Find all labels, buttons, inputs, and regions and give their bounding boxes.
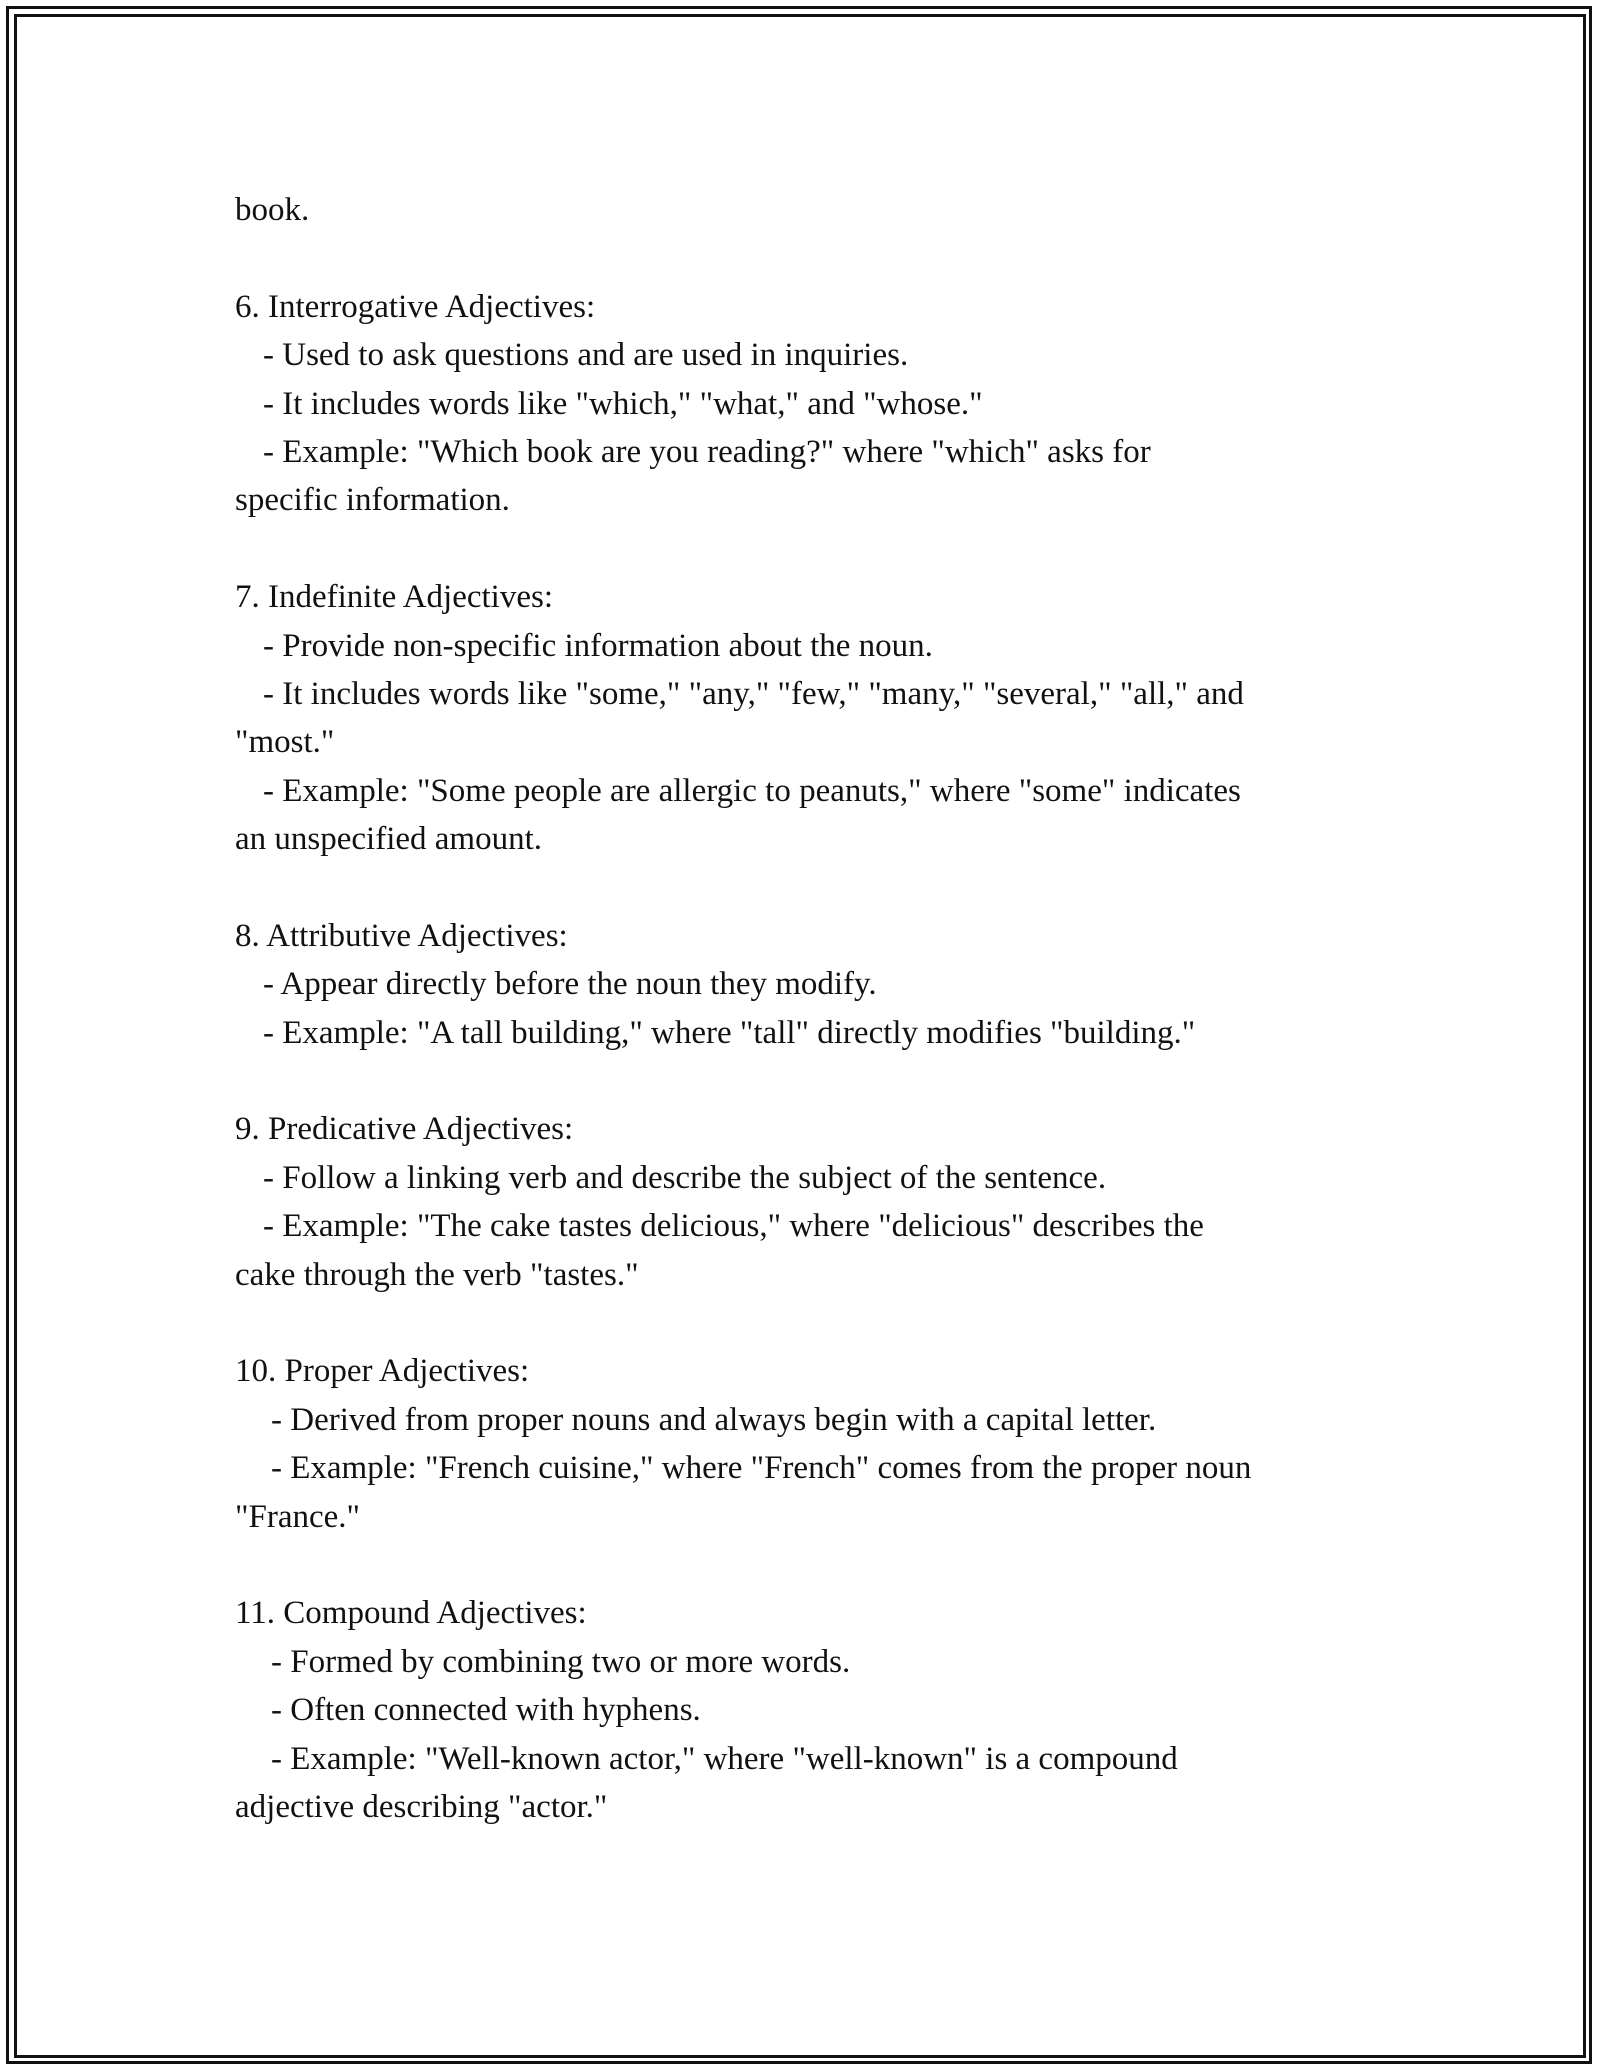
bullet-line: - Example: "Some people are allergic to peanuts," where "some" indicates bbox=[263, 772, 1241, 809]
wrapped-line: specific information. bbox=[235, 482, 510, 519]
bullet-line: - Example: "A tall building," where "tall" directly modifies "building." bbox=[263, 1014, 1196, 1051]
section-heading: 10. Proper Adjectives: bbox=[235, 1353, 530, 1390]
section-heading: 11. Compound Adjectives: bbox=[235, 1595, 587, 1632]
bullet-line: - Follow a linking verb and describe the subject of the sentence. bbox=[263, 1159, 1107, 1196]
section-heading: 9. Predicative Adjectives: bbox=[235, 1111, 574, 1148]
bullet-line: - Example: "The cake tastes delicious," where "delicious" describes the bbox=[263, 1208, 1204, 1245]
bullet-line: - Provide non-specific information about the noun. bbox=[263, 627, 933, 664]
bullet-line: - Example: "Well-known actor," where "well-known" is a compound bbox=[271, 1740, 1178, 1777]
bullet-line: - Often connected with hyphens. bbox=[271, 1692, 701, 1729]
wrapped-line: cake through the verb "tastes." bbox=[235, 1256, 639, 1293]
bullet-line: - Example: "Which book are you reading?" where "which" asks for bbox=[263, 433, 1151, 470]
document-body bbox=[235, 186, 1415, 1831]
bullet-line: - Example: "French cuisine," where "French" comes from the proper noun bbox=[271, 1450, 1252, 1487]
bullet-line: - Derived from proper nouns and always begin with a capital letter. bbox=[271, 1401, 1157, 1438]
bullet-line: - Appear directly before the noun they modify. bbox=[263, 966, 877, 1003]
bullet-line: - Formed by combining two or more words. bbox=[271, 1643, 851, 1680]
section-heading: 7. Indefinite Adjectives: bbox=[235, 579, 553, 616]
wrapped-line: an unspecified amount. bbox=[235, 821, 542, 858]
bullet-line: - It includes words like "some," "any," "few," "many," "several," "all," and bbox=[263, 675, 1244, 712]
bullet-line: - It includes words like "which," "what," and "whose." bbox=[263, 385, 983, 422]
section-spacer bbox=[235, 863, 1415, 911]
continuation-text: book. bbox=[235, 192, 310, 228]
bullet-line: - Used to ask questions and are used in inquiries. bbox=[263, 337, 909, 374]
section-spacer bbox=[235, 1299, 1415, 1347]
section-spacer bbox=[235, 1541, 1415, 1589]
section-heading: 8. Attributive Adjectives: bbox=[235, 917, 568, 954]
wrapped-line: adjective describing "actor." bbox=[235, 1788, 608, 1825]
section-heading: 6. Interrogative Adjectives: bbox=[235, 288, 596, 325]
wrapped-line: "France." bbox=[235, 1498, 360, 1535]
section-spacer bbox=[235, 234, 1415, 282]
section-spacer bbox=[235, 525, 1415, 573]
section-spacer bbox=[235, 1057, 1415, 1105]
wrapped-line: "most." bbox=[235, 724, 335, 761]
